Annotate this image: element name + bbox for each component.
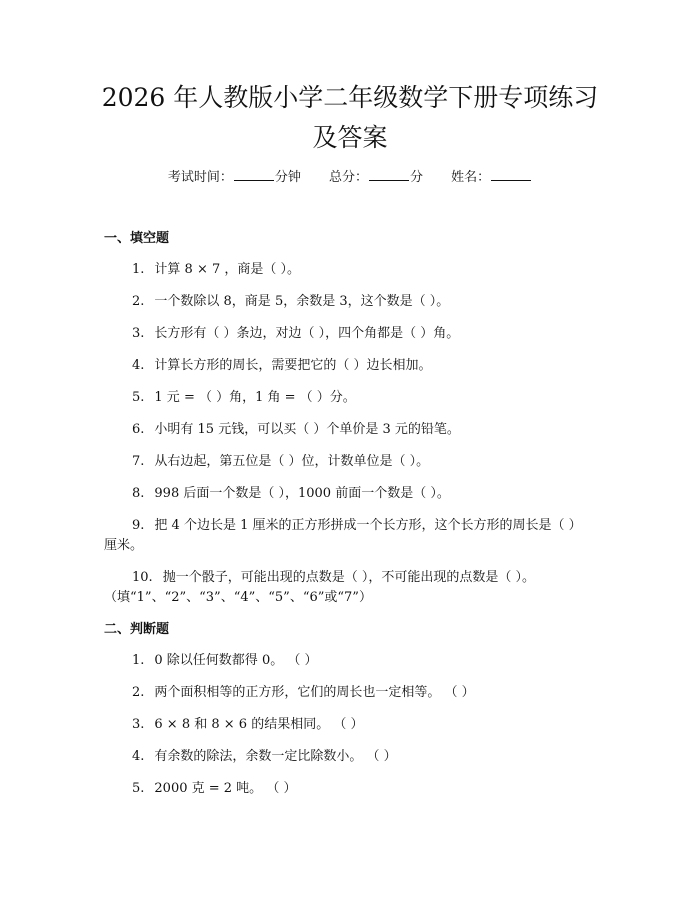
question-item bbox=[104, 260, 594, 280]
question-number: 5. bbox=[132, 390, 145, 405]
question-text: 从右边起，第五位是（ ）位，计数单位是（ ）。 bbox=[154, 454, 430, 469]
score-unit: 分 bbox=[410, 170, 424, 185]
question-text: 计算 8 × 7 ，商是（ ）。 bbox=[154, 262, 301, 277]
name-blank bbox=[491, 168, 531, 181]
question-text: 把 4 个边长是 1 厘米的正方形拼成一个长方形，这个长方形的周长是（ ）厘米。 bbox=[104, 518, 582, 553]
question-number: 4. bbox=[132, 358, 145, 373]
question-item bbox=[104, 715, 594, 735]
question-text: 长方形有（ ）条边，对边（ ），四个角都是（ ）角。 bbox=[154, 326, 460, 341]
title-line-2: 及答案 bbox=[312, 123, 388, 152]
question-number: 7. bbox=[132, 454, 145, 469]
question-number: 3. bbox=[132, 717, 145, 732]
page-title bbox=[90, 78, 610, 158]
question-item bbox=[104, 568, 594, 608]
question-number: 6. bbox=[132, 422, 145, 437]
time-label: 考试时间： bbox=[167, 170, 233, 185]
time-unit: 分钟 bbox=[274, 170, 301, 185]
question-text: 两个面积相等的正方形，它们的周长也一定相等。 （ ） bbox=[154, 685, 475, 700]
question-item bbox=[104, 516, 594, 556]
question-text: 6 × 8 和 8 × 6 的结果相同。 （ ） bbox=[154, 717, 364, 732]
question-item bbox=[104, 292, 594, 312]
question-text: 998 后面一个数是（ ），1000 前面一个数是（ ）。 bbox=[154, 486, 450, 501]
question-number: 2. bbox=[132, 685, 145, 700]
question-item bbox=[104, 683, 594, 703]
exam-name bbox=[451, 168, 532, 188]
question-number: 8. bbox=[132, 486, 145, 501]
question-item bbox=[104, 779, 594, 799]
question-item bbox=[104, 452, 594, 472]
question-text: 抛一个骰子，可能出现的点数是（ ），不可能出现的点数是（ ）。（填“1”、“2”、“3”、“4”、“5”、“6”或“7”） bbox=[104, 570, 535, 605]
question-text: 2000 克 = 2 吨。 （ ） bbox=[154, 781, 297, 796]
score-blank bbox=[369, 168, 409, 181]
exam-meta bbox=[0, 168, 700, 188]
question-text: 有余数的除法，余数一定比除数小。 （ ） bbox=[154, 749, 397, 764]
question-text: 计算长方形的周长，需要把它的（ ）边长相加。 bbox=[154, 358, 432, 373]
question-number: 1. bbox=[132, 653, 145, 668]
question-number: 3. bbox=[132, 326, 145, 341]
section-heading-fill-in: 一、填空题 bbox=[104, 231, 170, 246]
question-item bbox=[104, 324, 594, 344]
question-item bbox=[104, 356, 594, 376]
question-number: 1. bbox=[132, 262, 145, 277]
question-item bbox=[104, 747, 594, 767]
question-number: 10. bbox=[132, 570, 153, 585]
question-item bbox=[104, 420, 594, 440]
question-number: 2. bbox=[132, 294, 145, 309]
section-heading-true-false: 二、判断题 bbox=[104, 622, 170, 637]
question-item bbox=[104, 484, 594, 504]
question-text: 小明有 15 元钱，可以买（ ）个单价是 3 元的铅笔。 bbox=[154, 422, 460, 437]
question-text: 0 除以任何数都得 0。 （ ） bbox=[154, 653, 318, 668]
title-line-1: 2026 年人教版小学二年级数学下册专项练习 bbox=[101, 83, 599, 112]
question-text: 1 元 = （ ）角，1 角 = （ ）分。 bbox=[154, 390, 356, 405]
exam-time bbox=[168, 168, 301, 188]
question-number: 4. bbox=[132, 749, 145, 764]
exam-score bbox=[329, 168, 423, 188]
question-item bbox=[104, 651, 594, 671]
question-number: 5. bbox=[132, 781, 145, 796]
score-label: 总分： bbox=[328, 170, 368, 185]
question-item bbox=[104, 388, 594, 408]
question-number: 9. bbox=[132, 518, 145, 533]
name-label: 姓名： bbox=[451, 170, 491, 185]
question-text: 一个数除以 8，商是 5，余数是 3，这个数是（ ）。 bbox=[154, 294, 450, 309]
time-blank bbox=[234, 168, 274, 181]
